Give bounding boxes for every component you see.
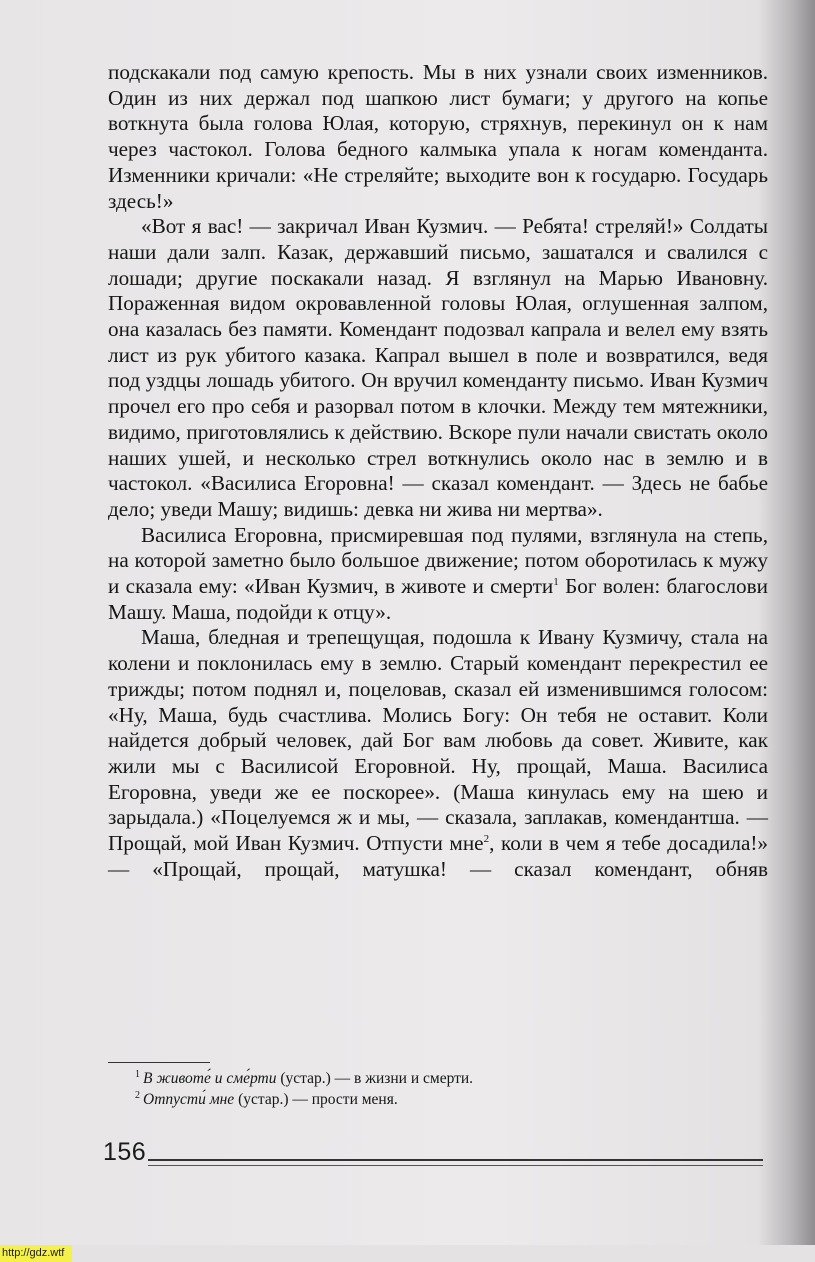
footnote-1-term: В животе́ и сме́рти	[143, 1070, 277, 1087]
paragraph	[108, 625, 768, 882]
paragraph-text: , коли в чем я тебе досадила!» — «Прощай, прощай, матушка! — сказал комендант, обняв	[108, 831, 768, 881]
footnote-2-text: (устар.) — прости меня.	[234, 1091, 398, 1108]
paragraph	[108, 214, 768, 522]
footnote-1-text: (устар.) — в жизни и смерти.	[276, 1070, 474, 1087]
footnote-1-number: 1	[135, 1068, 140, 1080]
paragraph-text: «Вот я вас! — закричал Иван Кузмич. — Ребята! стреляй!» Солдаты наши дали залп. Казак, державший письмо, зашатался и свалился с лошади; другие поскакали назад. Я взглянул на Марью Ивановну. Пораженная видом окровавленной головы Юлая, оглушенная залпом, она казалась без памяти. Комендант подозвал капрала и велел ему взять лист из рук убитого казака. Капрал вышел в поле и возвратился, ведя под уздцы лошадь убитого. Он вручил коменданту письмо. Иван Кузмич прочел его про себя и разорвал потом в клочки. Между тем мятежники, видимо, приготовлялись к действию. Вскоре пули начали свистать около наших ушей, и несколько стрел воткнулись около нас в землю и в частокол. «Василиса Егоровна! — сказал комендант. — Здесь не бабье дело; уведи Машу; видишь: девка ни жива ни мертва».	[108, 214, 768, 521]
page-number-rule	[148, 1159, 763, 1166]
paragraph-text: Бог волен: благослови Машу. Маша, подойди к отцу».	[108, 574, 768, 624]
footnote-2-number: 2	[135, 1089, 140, 1101]
body-text	[108, 60, 768, 883]
footnote-marker: 1	[553, 576, 559, 588]
paragraph-text: подскакали под самую крепость. Мы в них узнали своих изменников. Один из них держал под шапкою лист бумаги; у другого на копье воткнута была голова Юлая, которую, стряхнув, перекинул он к нам через частокол. Голова бедного калмыка упала к ногам коменданта. Изменники кричали: «Не стреляйте; выходите вон к государю. Государь здесь!»	[108, 60, 768, 213]
footnote-1	[135, 1068, 735, 1089]
paragraph-text: Василиса Егоровна, присмиревшая под пулями, взглянула на степь, на которой заметно было большое движение; потом оборотилась к мужу и сказала ему: «Иван Кузмич, в животе и смерти	[108, 522, 768, 599]
watermark-link[interactable]: http://gdz.wtf	[0, 1245, 72, 1262]
footnote-2-term: Отпусти́ мне	[143, 1091, 235, 1108]
footnote-divider	[108, 1062, 210, 1063]
footnote-marker: 2	[483, 833, 490, 846]
page-number: 156	[103, 1138, 147, 1166]
paragraph	[108, 60, 768, 214]
paragraph-text: Маша, бледная и трепещущая, подошла к Ивану Кузмичу, стала на колени и поклонилась ему в землю. Старый комендант перекрестил ее трижды; потом поднял и, поцеловав, сказал ей изменившимся голосом: «Ну, Маша, будь счастлива. Молись Богу: Он тебя не оставит. Коли найдется добрый человек, дай Бог вам любовь да совет. Живите, как жили мы с Василисой Егоровной. Ну, прощай, Маша. Василиса Егоровна, уведи же ее поскорее». (Маша кинулась ему на шею и зарыдала.) «Поцелуемся ж и мы, — сказала, заплакав, комендантша. — Прощай, мой Иван Кузмич. Отпусти мне	[108, 625, 768, 856]
paragraph	[108, 523, 768, 626]
footnotes	[135, 1068, 735, 1110]
footnote-2	[135, 1089, 735, 1110]
